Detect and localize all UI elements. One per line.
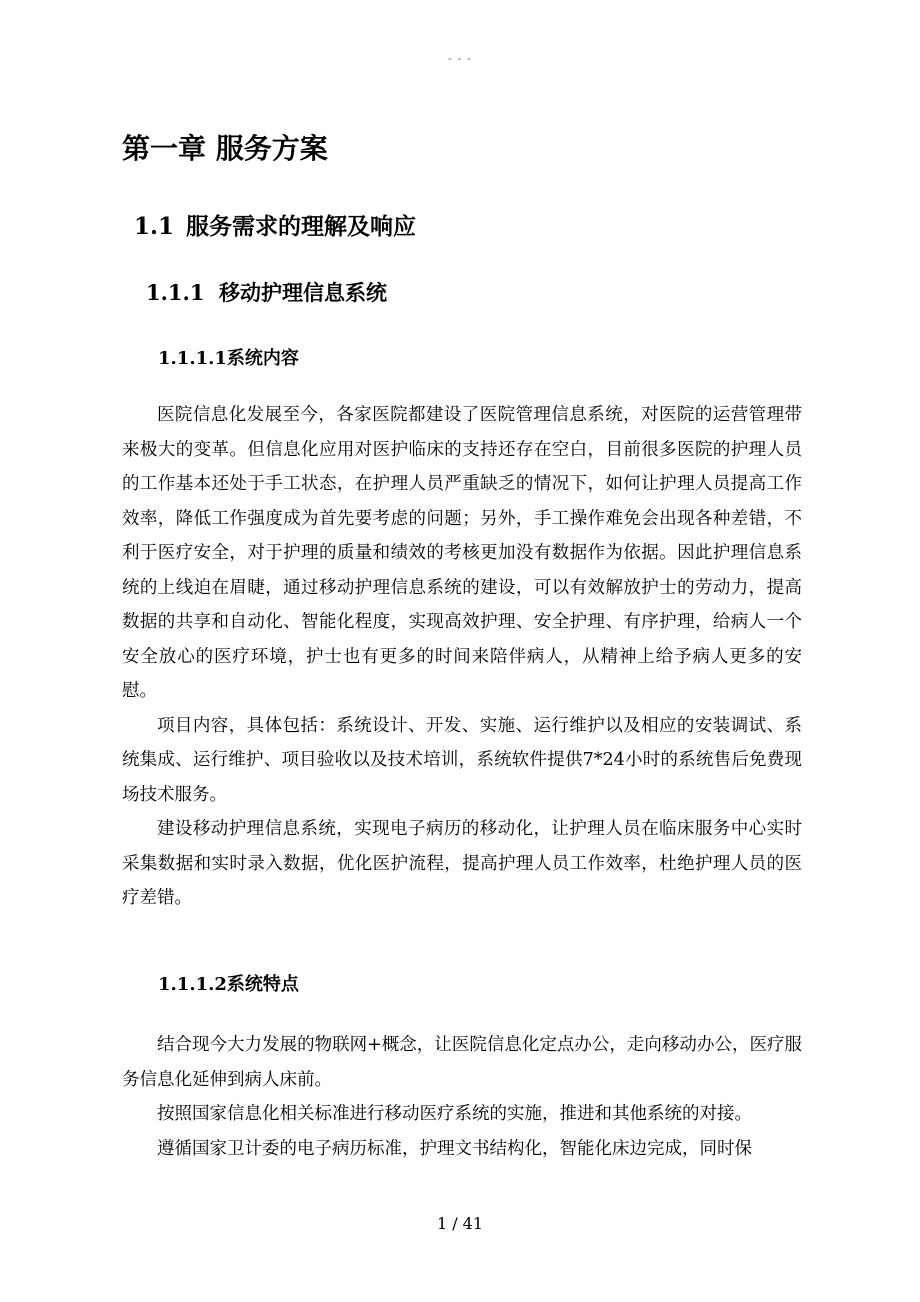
section-heading xyxy=(134,208,416,241)
paragraph: 建设移动护理信息系统，实现电子病历的移动化，让护理人员在临床服务中心实时采集数据和实时录入数据，优化医护流程，提高护理人员工作效率，杜绝护理人员的医疗差错。 xyxy=(122,819,802,908)
sub1-body xyxy=(122,398,802,916)
sub2-number: 1.1.1.2 xyxy=(158,974,227,995)
subsection-title: 移动护理信息系统 xyxy=(219,280,387,305)
header-mark: - - - xyxy=(448,52,472,65)
sub1-heading xyxy=(158,344,299,370)
paragraph: 结合现今大力发展的物联网+概念，让医院信息化定点办公，走向移动办公，医疗服务信息化延伸到病人床前。 xyxy=(122,1035,802,1090)
sub1-number: 1.1.1.1 xyxy=(158,348,227,369)
page-number: 1 / 41 xyxy=(436,1214,484,1233)
chapter-title: 第一章 服务方案 xyxy=(122,132,328,165)
paragraph: 项目内容，具体包括：系统设计、开发、实施、运行维护以及相应的安装调试、系统集成、运行维护、项目验收以及技术培训，系统软件提供7*24小时的系统售后免费现场技术服务。 xyxy=(122,715,802,805)
sub1-title: 系统内容 xyxy=(226,348,299,369)
section-title: 服务需求的理解及响应 xyxy=(186,213,416,240)
sub2-body xyxy=(122,1028,802,1166)
section-number: 1.1 xyxy=(134,213,175,240)
subsection-heading xyxy=(146,277,387,307)
paragraph: 医院信息化发展至今，各家医院都建设了医院管理信息系统，对医院的运营管理带来极大的变革。但信息化应用对医护临床的支持还存在空白，目前很多医院的护理人员的工作基本还处于手工状态，在护理人员严重缺乏的情况下，如何让护理人员提高工作效率，降低工作强度成为首先要考虑的问题；另外，手工操作难免会出现各种差错，不利于医疗安全，对于护理的质量和绩效的考核更加没有数据作为依据。因此护理信息系统的上线迫在眉睫，通过移动护理信息系统的建设，可以有效解放护士的劳动力，提高数据的共享和自动化、智能化程度，实现高效护理、安全护理、有序护理，给病人一个安全放心的医疗环境，护士也有更多的时间来陪伴病人，从精神上给予病人更多的安慰。 xyxy=(122,405,802,701)
sub2-title: 系统特点 xyxy=(226,974,299,995)
sub2-heading xyxy=(158,970,299,996)
paragraph: 按照国家信息化相关标准进行移动医疗系统的实施，推进和其他系统的对接。 xyxy=(157,1104,752,1124)
paragraph: 遵循国家卫计委的电子病历标准，护理文书结构化，智能化床边完成，同时保 xyxy=(157,1138,752,1159)
subsection-number: 1.1.1 xyxy=(146,280,205,305)
